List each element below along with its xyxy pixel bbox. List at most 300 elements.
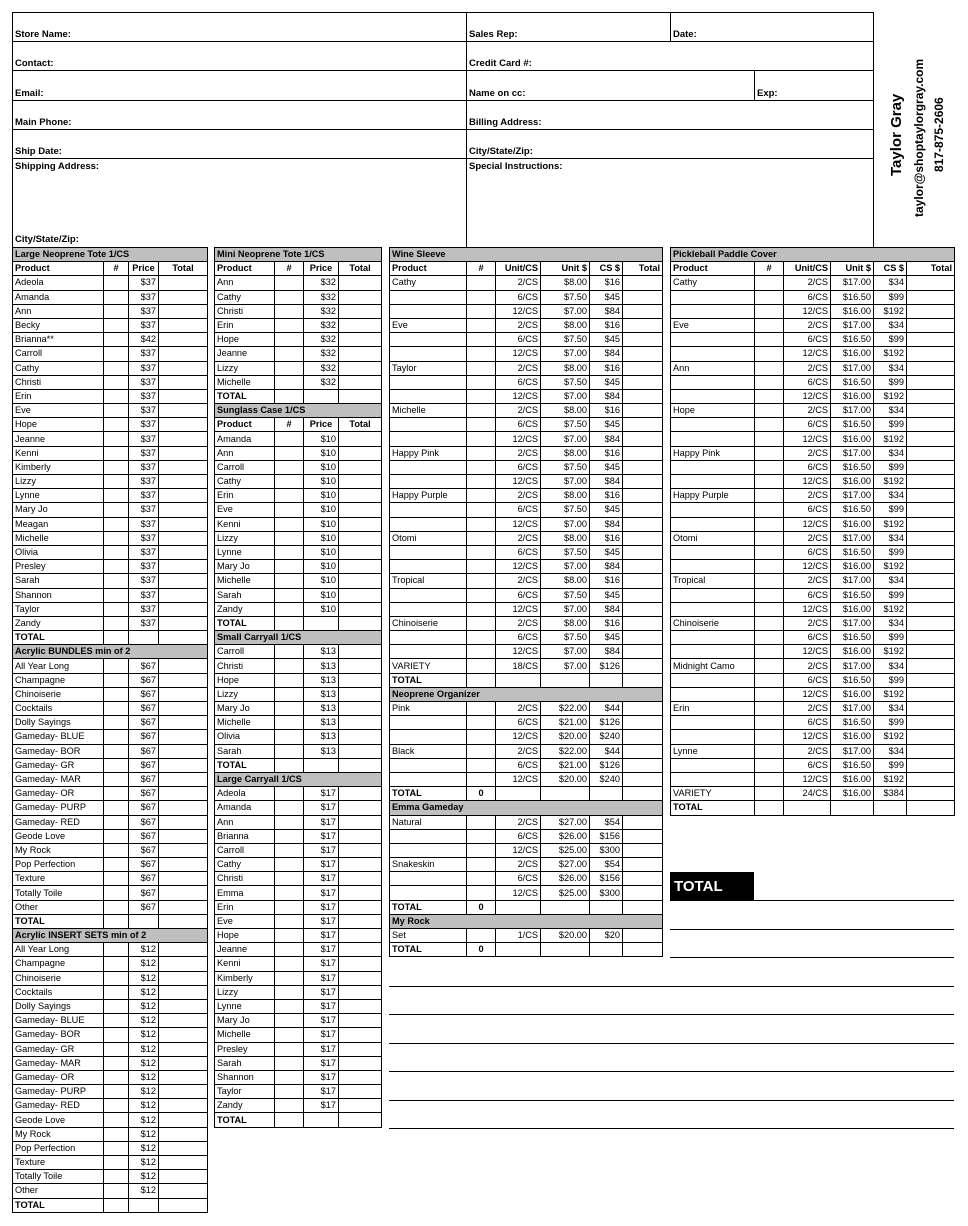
line-total-input[interactable] <box>339 333 382 347</box>
quantity-input[interactable] <box>275 858 304 872</box>
quantity-input[interactable] <box>104 772 129 786</box>
line-total-input[interactable] <box>159 1156 208 1170</box>
quantity-input[interactable] <box>275 872 304 886</box>
line-total-input[interactable] <box>907 659 955 673</box>
section-total-cell[interactable] <box>623 787 663 801</box>
line-total-input[interactable] <box>159 1099 208 1113</box>
line-total-input[interactable] <box>339 588 382 602</box>
quantity-input[interactable] <box>104 886 129 900</box>
quantity-input[interactable] <box>467 858 496 872</box>
quantity-input[interactable] <box>467 843 496 857</box>
section-total-cell[interactable] <box>304 389 339 403</box>
notes-line[interactable] <box>389 986 954 987</box>
section-total-cell[interactable] <box>623 943 663 957</box>
section-total-count[interactable]: 0 <box>467 900 496 914</box>
quantity-input[interactable] <box>755 645 784 659</box>
line-total-input[interactable] <box>159 545 208 559</box>
quantity-input[interactable] <box>467 886 496 900</box>
line-total-input[interactable] <box>623 716 663 730</box>
line-total-input[interactable] <box>907 588 955 602</box>
line-total-input[interactable] <box>159 1085 208 1099</box>
line-total-input[interactable] <box>907 404 955 418</box>
quantity-input[interactable] <box>104 588 129 602</box>
quantity-input[interactable] <box>275 843 304 857</box>
line-total-input[interactable] <box>339 290 382 304</box>
line-total-input[interactable] <box>339 446 382 460</box>
line-total-input[interactable] <box>907 545 955 559</box>
quantity-input[interactable] <box>275 716 304 730</box>
line-total-input[interactable] <box>159 758 208 772</box>
line-total-input[interactable] <box>159 702 208 716</box>
section-total-cell[interactable] <box>784 801 831 815</box>
quantity-input[interactable] <box>104 758 129 772</box>
line-total-input[interactable] <box>339 489 382 503</box>
quantity-input[interactable] <box>755 673 784 687</box>
quantity-input[interactable] <box>104 900 129 914</box>
quantity-input[interactable] <box>104 1056 129 1070</box>
quantity-input[interactable] <box>755 489 784 503</box>
quantity-input[interactable] <box>104 1099 129 1113</box>
quantity-input[interactable] <box>275 602 304 616</box>
quantity-input[interactable] <box>467 361 496 375</box>
quantity-input[interactable] <box>275 673 304 687</box>
line-total-input[interactable] <box>339 702 382 716</box>
line-total-input[interactable] <box>339 829 382 843</box>
quantity-input[interactable] <box>467 318 496 332</box>
quantity-input[interactable] <box>755 545 784 559</box>
section-total-cell[interactable] <box>129 914 159 928</box>
quantity-input[interactable] <box>275 460 304 474</box>
section-total-cell[interactable] <box>590 787 623 801</box>
section-total-cell[interactable] <box>496 787 541 801</box>
section-total-cell[interactable] <box>275 616 304 630</box>
quantity-input[interactable] <box>755 276 784 290</box>
line-total-input[interactable] <box>623 333 663 347</box>
line-total-input[interactable] <box>907 389 955 403</box>
section-total-cell[interactable] <box>304 758 339 772</box>
quantity-input[interactable] <box>275 375 304 389</box>
line-total-input[interactable] <box>159 872 208 886</box>
line-total-input[interactable] <box>623 702 663 716</box>
quantity-input[interactable] <box>755 631 784 645</box>
section-total-cell[interactable] <box>275 1113 304 1127</box>
line-total-input[interactable] <box>907 574 955 588</box>
line-total-input[interactable] <box>159 616 208 630</box>
quantity-input[interactable] <box>467 702 496 716</box>
quantity-input[interactable] <box>104 290 129 304</box>
quantity-input[interactable] <box>104 574 129 588</box>
line-total-input[interactable] <box>159 744 208 758</box>
quantity-input[interactable] <box>104 475 129 489</box>
line-total-input[interactable] <box>159 517 208 531</box>
line-total-input[interactable] <box>907 560 955 574</box>
quantity-input[interactable] <box>275 347 304 361</box>
line-total-input[interactable] <box>159 843 208 857</box>
line-total-input[interactable] <box>339 645 382 659</box>
line-total-input[interactable] <box>159 503 208 517</box>
quantity-input[interactable] <box>275 545 304 559</box>
line-total-input[interactable] <box>339 858 382 872</box>
line-total-input[interactable] <box>159 489 208 503</box>
quantity-input[interactable] <box>467 588 496 602</box>
quantity-input[interactable] <box>275 801 304 815</box>
quantity-input[interactable] <box>104 432 129 446</box>
line-total-input[interactable] <box>907 772 955 786</box>
line-total-input[interactable] <box>623 389 663 403</box>
line-total-input[interactable] <box>907 418 955 432</box>
sales-rep-field[interactable]: Sales Rep: <box>469 29 518 40</box>
line-total-input[interactable] <box>159 1184 208 1198</box>
quantity-input[interactable] <box>104 999 129 1013</box>
quantity-input[interactable] <box>104 446 129 460</box>
line-total-input[interactable] <box>907 758 955 772</box>
line-total-input[interactable] <box>159 432 208 446</box>
line-total-input[interactable] <box>339 914 382 928</box>
quantity-input[interactable] <box>104 1113 129 1127</box>
quantity-input[interactable] <box>104 531 129 545</box>
line-total-input[interactable] <box>623 631 663 645</box>
notes-line[interactable] <box>670 957 954 958</box>
line-total-input[interactable] <box>339 304 382 318</box>
quantity-input[interactable] <box>755 318 784 332</box>
line-total-input[interactable] <box>339 929 382 943</box>
line-total-input[interactable] <box>159 304 208 318</box>
line-total-input[interactable] <box>159 999 208 1013</box>
line-total-input[interactable] <box>159 943 208 957</box>
quantity-input[interactable] <box>467 389 496 403</box>
quantity-input[interactable] <box>755 616 784 630</box>
quantity-input[interactable] <box>104 333 129 347</box>
quantity-input[interactable] <box>275 276 304 290</box>
quantity-input[interactable] <box>467 531 496 545</box>
quantity-input[interactable] <box>104 829 129 843</box>
email-field[interactable]: Email: <box>15 88 44 99</box>
line-total-input[interactable] <box>907 702 955 716</box>
line-total-input[interactable] <box>159 787 208 801</box>
quantity-input[interactable] <box>467 276 496 290</box>
quantity-input[interactable] <box>755 772 784 786</box>
line-total-input[interactable] <box>907 716 955 730</box>
line-total-input[interactable] <box>907 787 955 801</box>
line-total-input[interactable] <box>339 1070 382 1084</box>
quantity-input[interactable] <box>467 815 496 829</box>
section-total-cell[interactable] <box>874 801 907 815</box>
quantity-input[interactable] <box>104 716 129 730</box>
quantity-input[interactable] <box>755 574 784 588</box>
quantity-input[interactable] <box>104 858 129 872</box>
line-total-input[interactable] <box>159 1141 208 1155</box>
line-total-input[interactable] <box>623 616 663 630</box>
quantity-input[interactable] <box>467 829 496 843</box>
line-total-input[interactable] <box>339 1014 382 1028</box>
section-total-cell[interactable] <box>275 389 304 403</box>
quantity-input[interactable] <box>104 1141 129 1155</box>
section-total-cell[interactable] <box>590 943 623 957</box>
section-total-cell[interactable] <box>304 1113 339 1127</box>
quantity-input[interactable] <box>755 531 784 545</box>
line-total-input[interactable] <box>339 801 382 815</box>
billing-city-state-zip-field[interactable]: City/State/Zip: <box>469 146 533 157</box>
line-total-input[interactable] <box>339 602 382 616</box>
quantity-input[interactable] <box>275 687 304 701</box>
line-total-input[interactable] <box>339 971 382 985</box>
quantity-input[interactable] <box>755 503 784 517</box>
line-total-input[interactable] <box>623 588 663 602</box>
quantity-input[interactable] <box>755 588 784 602</box>
line-total-input[interactable] <box>623 602 663 616</box>
quantity-input[interactable] <box>104 957 129 971</box>
quantity-input[interactable] <box>755 744 784 758</box>
quantity-input[interactable] <box>467 872 496 886</box>
quantity-input[interactable] <box>467 517 496 531</box>
quantity-input[interactable] <box>467 460 496 474</box>
quantity-input[interactable] <box>104 361 129 375</box>
line-total-input[interactable] <box>159 886 208 900</box>
line-total-input[interactable] <box>623 772 663 786</box>
quantity-input[interactable] <box>275 886 304 900</box>
quantity-input[interactable] <box>104 673 129 687</box>
quantity-input[interactable] <box>467 772 496 786</box>
line-total-input[interactable] <box>159 404 208 418</box>
line-total-input[interactable] <box>159 574 208 588</box>
line-total-input[interactable] <box>623 758 663 772</box>
notes-line[interactable] <box>389 1014 954 1015</box>
quantity-input[interactable] <box>755 716 784 730</box>
quantity-input[interactable] <box>275 929 304 943</box>
line-total-input[interactable] <box>623 446 663 460</box>
quantity-input[interactable] <box>104 702 129 716</box>
line-total-input[interactable] <box>907 602 955 616</box>
quantity-input[interactable] <box>275 659 304 673</box>
line-total-input[interactable] <box>623 432 663 446</box>
quantity-input[interactable] <box>104 404 129 418</box>
line-total-input[interactable] <box>623 929 663 943</box>
line-total-input[interactable] <box>623 460 663 474</box>
line-total-input[interactable] <box>339 531 382 545</box>
section-total-cell[interactable] <box>541 787 590 801</box>
quantity-input[interactable] <box>275 574 304 588</box>
notes-line[interactable] <box>389 1043 954 1044</box>
quantity-input[interactable] <box>104 1184 129 1198</box>
line-total-input[interactable] <box>623 815 663 829</box>
quantity-input[interactable] <box>467 304 496 318</box>
quantity-input[interactable] <box>275 588 304 602</box>
quantity-input[interactable] <box>275 730 304 744</box>
line-total-input[interactable] <box>159 333 208 347</box>
line-total-input[interactable] <box>339 1099 382 1113</box>
quantity-input[interactable] <box>104 687 129 701</box>
line-total-input[interactable] <box>907 730 955 744</box>
quantity-input[interactable] <box>104 304 129 318</box>
quantity-input[interactable] <box>104 801 129 815</box>
line-total-input[interactable] <box>623 730 663 744</box>
line-total-input[interactable] <box>339 900 382 914</box>
quantity-input[interactable] <box>104 1170 129 1184</box>
line-total-input[interactable] <box>623 872 663 886</box>
line-total-input[interactable] <box>623 276 663 290</box>
quantity-input[interactable] <box>275 943 304 957</box>
quantity-input[interactable] <box>104 503 129 517</box>
line-total-input[interactable] <box>339 375 382 389</box>
line-total-input[interactable] <box>623 475 663 489</box>
line-total-input[interactable] <box>159 475 208 489</box>
line-total-input[interactable] <box>339 517 382 531</box>
quantity-input[interactable] <box>104 1042 129 1056</box>
line-total-input[interactable] <box>907 375 955 389</box>
quantity-input[interactable] <box>275 914 304 928</box>
quantity-input[interactable] <box>467 659 496 673</box>
notes-line[interactable] <box>389 1071 954 1072</box>
line-total-input[interactable] <box>623 318 663 332</box>
line-total-input[interactable] <box>159 1070 208 1084</box>
exp-field[interactable]: Exp: <box>757 88 778 99</box>
line-total-input[interactable] <box>339 503 382 517</box>
line-total-input[interactable] <box>159 1028 208 1042</box>
name-on-cc-field[interactable]: Name on cc: <box>469 88 526 99</box>
line-total-input[interactable] <box>339 673 382 687</box>
section-total-cell[interactable] <box>907 801 955 815</box>
line-total-input[interactable] <box>159 1014 208 1028</box>
quantity-input[interactable] <box>275 1099 304 1113</box>
quantity-input[interactable] <box>104 659 129 673</box>
line-total-input[interactable] <box>339 943 382 957</box>
line-total-input[interactable] <box>159 276 208 290</box>
quantity-input[interactable] <box>104 1014 129 1028</box>
line-total-input[interactable] <box>159 460 208 474</box>
line-total-input[interactable] <box>159 602 208 616</box>
quantity-input[interactable] <box>275 815 304 829</box>
line-total-input[interactable] <box>339 1085 382 1099</box>
line-total-input[interactable] <box>159 389 208 403</box>
line-total-input[interactable] <box>623 517 663 531</box>
quantity-input[interactable] <box>755 304 784 318</box>
line-total-input[interactable] <box>623 659 663 673</box>
quantity-input[interactable] <box>755 730 784 744</box>
line-total-input[interactable] <box>339 744 382 758</box>
quantity-input[interactable] <box>275 900 304 914</box>
store-name-field[interactable]: Store Name: <box>15 29 71 40</box>
line-total-input[interactable] <box>623 304 663 318</box>
quantity-input[interactable] <box>104 971 129 985</box>
quantity-input[interactable] <box>275 829 304 843</box>
quantity-input[interactable] <box>275 744 304 758</box>
line-total-input[interactable] <box>339 475 382 489</box>
quantity-input[interactable] <box>467 432 496 446</box>
quantity-input[interactable] <box>467 404 496 418</box>
section-total-count[interactable] <box>467 673 496 687</box>
line-total-input[interactable] <box>159 560 208 574</box>
quantity-input[interactable] <box>104 787 129 801</box>
line-total-input[interactable] <box>623 858 663 872</box>
quantity-input[interactable] <box>275 1028 304 1042</box>
quantity-input[interactable] <box>755 418 784 432</box>
quantity-input[interactable] <box>467 744 496 758</box>
line-total-input[interactable] <box>159 361 208 375</box>
special-instructions-field[interactable]: Special Instructions: <box>469 161 563 172</box>
line-total-input[interactable] <box>907 475 955 489</box>
section-total-cell[interactable] <box>541 673 590 687</box>
line-total-input[interactable] <box>339 687 382 701</box>
line-total-input[interactable] <box>623 404 663 418</box>
section-total-cell[interactable] <box>623 900 663 914</box>
line-total-input[interactable] <box>159 687 208 701</box>
line-total-input[interactable] <box>907 631 955 645</box>
quantity-input[interactable] <box>104 602 129 616</box>
line-total-input[interactable] <box>623 489 663 503</box>
quantity-input[interactable] <box>275 333 304 347</box>
quantity-input[interactable] <box>104 318 129 332</box>
quantity-input[interactable] <box>755 758 784 772</box>
line-total-input[interactable] <box>159 985 208 999</box>
quantity-input[interactable] <box>104 375 129 389</box>
section-total-cell[interactable] <box>159 914 208 928</box>
line-total-input[interactable] <box>159 290 208 304</box>
line-total-input[interactable] <box>623 843 663 857</box>
line-total-input[interactable] <box>907 645 955 659</box>
quantity-input[interactable] <box>275 475 304 489</box>
section-total-cell[interactable] <box>339 1113 382 1127</box>
section-total-cell[interactable] <box>590 673 623 687</box>
quantity-input[interactable] <box>104 744 129 758</box>
line-total-input[interactable] <box>907 503 955 517</box>
line-total-input[interactable] <box>907 432 955 446</box>
line-total-input[interactable] <box>623 744 663 758</box>
section-total-cell[interactable] <box>623 673 663 687</box>
quantity-input[interactable] <box>275 702 304 716</box>
shipping-address-field[interactable]: Shipping Address: <box>15 161 100 172</box>
line-total-input[interactable] <box>339 318 382 332</box>
quantity-input[interactable] <box>755 702 784 716</box>
quantity-input[interactable] <box>467 574 496 588</box>
quantity-input[interactable] <box>467 616 496 630</box>
line-total-input[interactable] <box>623 886 663 900</box>
line-total-input[interactable] <box>339 1042 382 1056</box>
quantity-input[interactable] <box>755 659 784 673</box>
line-total-input[interactable] <box>339 815 382 829</box>
line-total-input[interactable] <box>907 531 955 545</box>
line-total-input[interactable] <box>907 347 955 361</box>
notes-line[interactable] <box>670 929 954 930</box>
line-total-input[interactable] <box>339 957 382 971</box>
line-total-input[interactable] <box>339 347 382 361</box>
quantity-input[interactable] <box>755 361 784 375</box>
line-total-input[interactable] <box>339 460 382 474</box>
quantity-input[interactable] <box>755 375 784 389</box>
line-total-input[interactable] <box>159 659 208 673</box>
quantity-input[interactable] <box>104 489 129 503</box>
quantity-input[interactable] <box>755 687 784 701</box>
quantity-input[interactable] <box>104 730 129 744</box>
quantity-input[interactable] <box>755 347 784 361</box>
quantity-input[interactable] <box>755 517 784 531</box>
line-total-input[interactable] <box>339 716 382 730</box>
line-total-input[interactable] <box>623 503 663 517</box>
quantity-input[interactable] <box>275 503 304 517</box>
quantity-input[interactable] <box>275 787 304 801</box>
quantity-input[interactable] <box>104 276 129 290</box>
credit-card-field[interactable]: Credit Card #: <box>469 58 532 69</box>
section-total-cell[interactable] <box>831 801 874 815</box>
line-total-input[interactable] <box>339 985 382 999</box>
section-total-count[interactable]: 0 <box>467 943 496 957</box>
date-field[interactable]: Date: <box>673 29 697 40</box>
quantity-input[interactable] <box>467 545 496 559</box>
line-total-input[interactable] <box>907 616 955 630</box>
notes-line[interactable] <box>389 1100 954 1101</box>
line-total-input[interactable] <box>623 347 663 361</box>
quantity-input[interactable] <box>104 616 129 630</box>
line-total-input[interactable] <box>339 999 382 1013</box>
